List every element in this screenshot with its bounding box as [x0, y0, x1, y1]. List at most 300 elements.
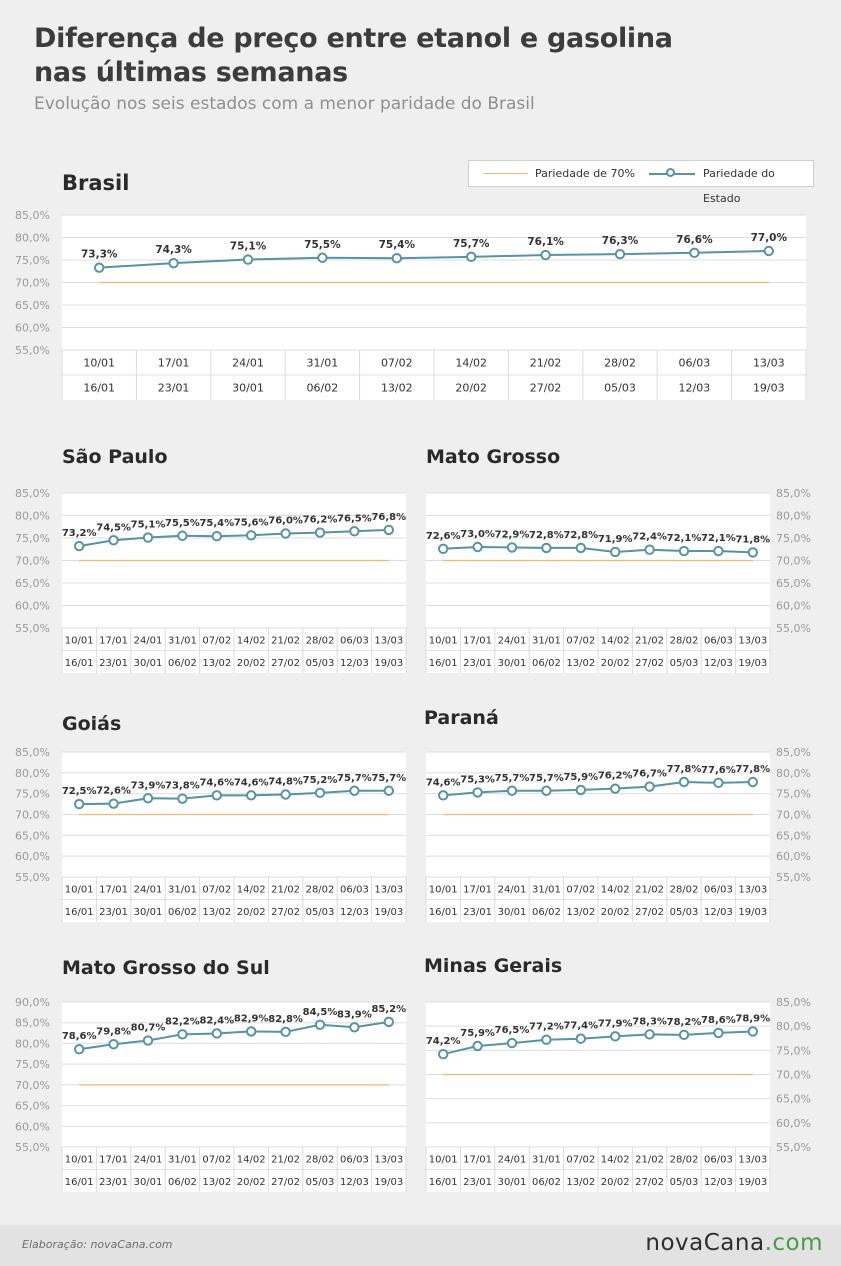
- y-tick-label: 65,0%: [15, 829, 50, 843]
- footer-credit: Elaboração: novaCana.com: [22, 1238, 173, 1251]
- x-tick-label: 13/02: [202, 906, 232, 918]
- data-label: 85,2%: [371, 1003, 407, 1015]
- chart-sao-paulo: [0, 430, 420, 680]
- chart-mato-grosso-do-sul: [0, 950, 420, 1200]
- data-label: 77,4%: [563, 1020, 599, 1032]
- x-tick-label: 27/02: [271, 657, 301, 669]
- data-point: [680, 547, 688, 555]
- data-point: [95, 263, 103, 271]
- x-tick-label: 16/01: [64, 906, 94, 918]
- x-tick-label: 14/02: [236, 1154, 266, 1166]
- data-label: 83,9%: [337, 1009, 372, 1021]
- x-tick-label: 21/02: [635, 884, 665, 896]
- x-tick-label: 30/01: [497, 1176, 527, 1188]
- x-tick-label: 27/02: [271, 1176, 301, 1188]
- x-tick-label: 19/03: [374, 906, 404, 918]
- data-point: [75, 542, 83, 550]
- data-label: 72,5%: [61, 786, 97, 798]
- x-tick-label: 17/01: [157, 356, 190, 370]
- x-tick-label: 14/02: [600, 884, 630, 896]
- data-label: 75,2%: [302, 774, 338, 786]
- y-tick-label: 80,0%: [776, 509, 811, 523]
- data-point: [350, 787, 358, 795]
- y-tick-label: 75,0%: [776, 1044, 811, 1058]
- data-point: [749, 1027, 757, 1035]
- data-label: 72,1%: [666, 533, 702, 545]
- x-tick-label: 24/01: [133, 1154, 163, 1166]
- data-point: [611, 784, 619, 792]
- y-tick-label: 80,0%: [776, 766, 811, 780]
- x-tick-label: 16/01: [428, 1176, 458, 1188]
- title-line-1: Diferença de preço entre etanol e gasolina: [34, 23, 673, 54]
- data-point: [439, 1050, 447, 1058]
- data-label: 77,6%: [701, 764, 736, 776]
- x-tick-label: 31/01: [167, 1154, 197, 1166]
- y-tick-label: 60,0%: [776, 599, 811, 613]
- x-tick-label: 20/02: [236, 657, 266, 669]
- data-point: [508, 543, 516, 551]
- x-tick-label: 10/01: [428, 635, 458, 647]
- y-tick-label: 70,0%: [15, 808, 50, 822]
- x-tick-label: 12/03: [703, 657, 733, 669]
- y-tick-label: 85,0%: [15, 487, 50, 500]
- data-label: 77,2%: [529, 1021, 564, 1033]
- x-tick-label: 28/02: [669, 884, 699, 896]
- data-label: 76,0%: [268, 515, 303, 527]
- data-point: [244, 255, 252, 263]
- data-point: [473, 543, 481, 551]
- data-point: [645, 546, 653, 554]
- x-tick-label: 13/03: [752, 356, 785, 370]
- data-point: [577, 544, 585, 552]
- x-tick-label: 21/02: [635, 1154, 665, 1166]
- y-tick-label: 55,0%: [15, 871, 50, 884]
- data-point: [690, 249, 698, 257]
- x-tick-label: 06/02: [167, 1176, 197, 1188]
- data-point: [714, 547, 722, 555]
- y-tick-label: 60,0%: [15, 599, 50, 613]
- x-tick-label: 31/01: [167, 635, 197, 647]
- y-tick-label: 70,0%: [15, 554, 50, 568]
- x-tick-label: 28/02: [305, 884, 335, 896]
- x-tick-label: 14/02: [236, 884, 266, 896]
- data-point: [542, 544, 550, 552]
- x-tick-label: 07/02: [566, 1154, 596, 1166]
- x-tick-label: 12/03: [678, 381, 711, 395]
- data-point: [316, 1021, 324, 1029]
- data-label: 82,8%: [268, 1013, 303, 1025]
- x-tick-label: 21/02: [529, 356, 562, 370]
- x-tick-label: 27/02: [271, 906, 301, 918]
- y-tick-label: 55,0%: [776, 622, 811, 635]
- data-point: [144, 1036, 152, 1044]
- x-tick-label: 28/02: [669, 635, 699, 647]
- data-point: [645, 782, 653, 790]
- x-tick-label: 17/01: [463, 1154, 493, 1166]
- x-tick-label: 31/01: [306, 356, 339, 370]
- data-label: 72,6%: [425, 530, 461, 542]
- data-label: 75,7%: [371, 772, 407, 784]
- x-tick-label: 24/01: [497, 1154, 527, 1166]
- y-tick-label: 70,0%: [15, 1078, 50, 1092]
- x-tick-label: 07/02: [202, 635, 232, 647]
- data-point: [542, 787, 550, 795]
- x-tick-label: 07/02: [566, 635, 596, 647]
- data-label: 75,7%: [452, 237, 490, 250]
- data-point: [542, 1036, 550, 1044]
- x-tick-label: 17/01: [99, 884, 129, 896]
- y-tick-label: 80,0%: [776, 1020, 811, 1034]
- data-label: 73,0%: [460, 529, 495, 540]
- x-tick-label: 28/02: [604, 356, 636, 370]
- y-tick-label: 70,0%: [776, 554, 811, 568]
- logo-text: novaCana: [645, 1230, 765, 1256]
- data-label: 75,7%: [529, 772, 564, 784]
- data-point: [473, 788, 481, 796]
- x-tick-label: 30/01: [232, 381, 264, 395]
- x-tick-label: 16/01: [64, 657, 94, 669]
- x-tick-label: 13/03: [374, 884, 404, 896]
- data-label: 78,6%: [701, 1014, 736, 1026]
- data-label: 75,5%: [165, 517, 200, 529]
- data-label: 76,5%: [337, 513, 372, 525]
- chart-title: Brasil: [62, 171, 130, 195]
- x-tick-label: 05/03: [604, 381, 636, 395]
- data-label: 77,9%: [597, 1018, 633, 1030]
- data-point: [577, 1035, 585, 1043]
- chart-title: Goiás: [62, 713, 122, 735]
- data-label: 77,8%: [666, 764, 702, 775]
- x-tick-label: 07/02: [380, 356, 413, 370]
- y-tick-label: 80,0%: [15, 231, 50, 245]
- x-tick-label: 10/01: [64, 1154, 94, 1166]
- y-tick-label: 85,0%: [15, 209, 50, 222]
- y-tick-label: 80,0%: [15, 1037, 50, 1051]
- data-label: 73,2%: [61, 528, 97, 540]
- chart-title: Minas Gerais: [424, 955, 563, 977]
- x-tick-label: 07/02: [566, 884, 596, 896]
- x-tick-label: 23/01: [99, 1176, 129, 1188]
- y-tick-label: 90,0%: [15, 996, 50, 1009]
- x-tick-label: 12/03: [339, 657, 369, 669]
- data-point: [714, 779, 722, 787]
- data-label: 76,7%: [632, 768, 667, 780]
- x-tick-label: 20/02: [236, 906, 266, 918]
- x-tick-label: 10/01: [64, 635, 94, 647]
- y-tick-label: 85,0%: [776, 487, 811, 500]
- data-label: 75,4%: [378, 239, 416, 252]
- data-point: [144, 533, 152, 541]
- brand-logo: [645, 1230, 823, 1256]
- data-label: 73,8%: [165, 780, 200, 792]
- y-tick-label: 85,0%: [15, 746, 50, 759]
- y-tick-label: 65,0%: [776, 829, 811, 843]
- data-point: [281, 790, 289, 798]
- x-tick-label: 21/02: [271, 635, 301, 647]
- data-point: [508, 787, 516, 795]
- y-tick-label: 75,0%: [776, 787, 811, 801]
- data-label: 76,3%: [601, 235, 639, 248]
- data-label: 72,4%: [632, 531, 667, 543]
- data-point: [178, 794, 186, 802]
- y-tick-label: 75,0%: [15, 532, 50, 545]
- x-tick-label: 31/01: [531, 884, 561, 896]
- x-tick-label: 13/03: [738, 884, 768, 896]
- data-label: 79,8%: [96, 1026, 131, 1038]
- x-tick-label: 06/03: [703, 635, 733, 647]
- x-tick-label: 06/02: [306, 381, 339, 395]
- y-tick-label: 55,0%: [776, 871, 811, 884]
- data-point: [316, 528, 324, 536]
- chart-mato-grosso: [420, 430, 841, 680]
- x-tick-label: 23/01: [99, 906, 129, 918]
- x-tick-label: 10/01: [83, 356, 116, 370]
- x-tick-label: 19/03: [738, 1176, 768, 1188]
- y-tick-label: 65,0%: [15, 299, 50, 312]
- x-tick-label: 24/01: [232, 356, 264, 370]
- x-tick-label: 27/02: [635, 1176, 665, 1188]
- y-tick-label: 85,0%: [776, 996, 811, 1009]
- data-label: 80,7%: [130, 1022, 166, 1034]
- x-tick-label: 10/01: [64, 884, 94, 896]
- data-point: [393, 254, 401, 262]
- data-point: [541, 251, 549, 259]
- data-point: [350, 527, 358, 535]
- chart-minas-gerais: [420, 950, 841, 1200]
- data-point: [109, 1040, 117, 1048]
- x-tick-label: 13/02: [566, 906, 596, 918]
- data-label: 72,8%: [529, 529, 564, 541]
- data-label: 74,2%: [425, 1036, 461, 1048]
- data-point: [680, 1031, 688, 1039]
- x-tick-label: 20/02: [236, 1176, 266, 1188]
- x-tick-label: 05/03: [305, 906, 335, 918]
- x-tick-label: 24/01: [133, 635, 163, 647]
- data-point: [281, 529, 289, 537]
- x-tick-label: 23/01: [463, 1176, 493, 1188]
- data-point: [473, 1042, 481, 1050]
- data-point: [350, 1023, 358, 1031]
- x-tick-label: 06/02: [167, 906, 197, 918]
- x-tick-label: 16/01: [428, 906, 458, 918]
- chart-title: Mato Grosso: [426, 446, 561, 468]
- data-point: [714, 1029, 722, 1037]
- data-point: [611, 548, 619, 556]
- data-label: 74,6%: [199, 777, 235, 789]
- x-tick-label: 13/02: [380, 381, 413, 395]
- data-point: [385, 787, 393, 795]
- x-tick-label: 21/02: [271, 884, 301, 896]
- y-tick-label: 60,0%: [776, 1116, 811, 1130]
- x-tick-label: 20/02: [455, 381, 488, 395]
- x-tick-label: 14/02: [600, 1154, 630, 1166]
- x-tick-label: 05/03: [669, 657, 699, 669]
- data-point: [109, 536, 117, 544]
- x-tick-label: 19/03: [752, 381, 785, 395]
- data-point: [680, 778, 688, 786]
- x-tick-label: 16/01: [64, 1176, 94, 1188]
- y-tick-label: 55,0%: [15, 1141, 50, 1154]
- x-tick-label: 06/02: [531, 906, 561, 918]
- x-tick-label: 05/03: [669, 1176, 699, 1188]
- x-tick-label: 07/02: [202, 1154, 232, 1166]
- data-label: 78,3%: [632, 1016, 667, 1028]
- x-tick-label: 24/01: [497, 884, 527, 896]
- x-tick-label: 30/01: [497, 906, 527, 918]
- x-tick-label: 06/02: [531, 657, 561, 669]
- y-tick-label: 60,0%: [15, 1120, 50, 1134]
- y-tick-label: 75,0%: [15, 254, 50, 267]
- data-label: 75,9%: [460, 1027, 495, 1039]
- chart-brasil: [0, 150, 841, 400]
- data-label: 75,6%: [233, 517, 269, 529]
- y-tick-label: 60,0%: [15, 850, 50, 864]
- data-point: [213, 791, 221, 799]
- y-tick-label: 85,0%: [15, 1016, 50, 1030]
- x-tick-label: 17/01: [463, 884, 493, 896]
- x-tick-label: 20/02: [600, 657, 630, 669]
- x-tick-label: 23/01: [157, 381, 190, 395]
- x-tick-label: 13/02: [202, 1176, 232, 1188]
- y-tick-label: 60,0%: [15, 321, 50, 335]
- chart-title: São Paulo: [62, 446, 168, 468]
- data-label: 75,3%: [460, 774, 495, 786]
- x-tick-label: 28/02: [305, 1154, 335, 1166]
- x-tick-label: 28/02: [669, 1154, 699, 1166]
- data-label: 74,8%: [268, 776, 303, 788]
- chart-goias: [0, 700, 420, 930]
- data-label: 75,7%: [337, 772, 372, 784]
- y-tick-label: 65,0%: [776, 577, 811, 590]
- data-label: 76,8%: [371, 511, 407, 523]
- data-label: 76,5%: [494, 1025, 530, 1037]
- data-point: [616, 250, 624, 258]
- page-subtitle: Evolução nos seis estados com a menor paridade do Brasil: [34, 94, 535, 114]
- data-label: 84,5%: [302, 1006, 338, 1018]
- data-label: 72,9%: [494, 529, 530, 541]
- legend-ref-label: Pariedade de 70%: [535, 167, 635, 180]
- y-tick-label: 55,0%: [15, 622, 50, 635]
- data-label: 77,8%: [735, 764, 771, 775]
- page-title: [34, 22, 673, 90]
- data-point: [749, 548, 757, 556]
- x-tick-label: 12/03: [703, 1176, 733, 1188]
- y-tick-label: 70,0%: [776, 808, 811, 822]
- x-tick-label: 05/03: [305, 1176, 335, 1188]
- y-tick-label: 55,0%: [15, 344, 50, 357]
- footer: [0, 1225, 841, 1266]
- x-tick-label: 23/01: [463, 657, 493, 669]
- x-tick-label: 31/01: [531, 635, 561, 647]
- data-point: [213, 532, 221, 540]
- data-point: [169, 259, 177, 267]
- x-tick-label: 16/01: [83, 381, 116, 395]
- x-tick-label: 30/01: [133, 657, 163, 669]
- data-point: [467, 253, 475, 261]
- data-point: [144, 794, 152, 802]
- x-tick-label: 13/03: [374, 635, 404, 647]
- data-point: [385, 526, 393, 534]
- x-tick-label: 12/03: [703, 906, 733, 918]
- title-line-2: nas últimas semanas: [34, 57, 348, 88]
- data-point: [213, 1029, 221, 1037]
- x-tick-label: 13/03: [738, 1154, 768, 1166]
- x-tick-label: 13/03: [738, 635, 768, 647]
- data-label: 75,5%: [304, 238, 341, 251]
- data-point: [178, 532, 186, 540]
- x-tick-label: 06/03: [339, 884, 369, 896]
- x-tick-label: 17/01: [99, 1154, 129, 1166]
- data-point: [508, 1039, 516, 1047]
- x-tick-label: 06/03: [339, 635, 369, 647]
- data-label: 73,3%: [80, 248, 118, 261]
- x-tick-label: 21/02: [271, 1154, 301, 1166]
- data-label: 76,2%: [597, 770, 633, 782]
- x-tick-label: 23/01: [99, 657, 129, 669]
- x-tick-label: 27/02: [635, 657, 665, 669]
- logo-suffix: .com: [764, 1230, 823, 1256]
- x-tick-label: 20/02: [600, 906, 630, 918]
- x-tick-label: 06/02: [531, 1176, 561, 1188]
- y-tick-label: 60,0%: [776, 850, 811, 864]
- data-label: 75,1%: [229, 240, 267, 253]
- y-tick-label: 80,0%: [15, 766, 50, 780]
- data-label: 78,6%: [61, 1031, 97, 1043]
- data-point: [178, 1030, 186, 1038]
- data-label: 71,8%: [735, 534, 771, 546]
- data-label: 71,9%: [597, 533, 633, 545]
- y-tick-label: 65,0%: [15, 1099, 50, 1113]
- y-tick-label: 70,0%: [15, 276, 50, 290]
- y-tick-label: 70,0%: [776, 1068, 811, 1082]
- chart-title: Paraná: [424, 707, 499, 729]
- x-tick-label: 19/03: [738, 657, 768, 669]
- data-label: 74,6%: [233, 777, 269, 789]
- x-tick-label: 13/03: [374, 1154, 404, 1166]
- x-tick-label: 30/01: [497, 657, 527, 669]
- legend-state-label: Pariedade do Estado: [703, 167, 775, 205]
- x-tick-label: 31/01: [531, 1154, 561, 1166]
- data-label: 75,4%: [199, 518, 235, 530]
- x-tick-label: 06/02: [167, 657, 197, 669]
- x-tick-label: 21/02: [635, 635, 665, 647]
- x-tick-label: 05/03: [669, 906, 699, 918]
- y-tick-label: 55,0%: [776, 1141, 811, 1154]
- y-tick-label: 65,0%: [776, 1092, 811, 1106]
- data-point: [645, 1030, 653, 1038]
- x-tick-label: 19/03: [374, 1176, 404, 1188]
- data-label: 82,4%: [199, 1015, 235, 1027]
- x-tick-label: 16/01: [428, 657, 458, 669]
- data-point: [577, 786, 585, 794]
- data-point: [316, 789, 324, 797]
- x-tick-label: 10/01: [428, 1154, 458, 1166]
- data-point: [247, 531, 255, 539]
- x-tick-label: 05/03: [305, 657, 335, 669]
- x-tick-label: 06/03: [678, 356, 711, 370]
- data-point: [385, 1018, 393, 1026]
- x-tick-label: 06/03: [339, 1154, 369, 1166]
- x-tick-label: 19/03: [374, 657, 404, 669]
- x-tick-label: 27/02: [635, 906, 665, 918]
- x-tick-label: 31/01: [167, 884, 197, 896]
- data-label: 72,1%: [701, 533, 736, 545]
- data-label: 77,0%: [750, 232, 788, 244]
- chart-title: Mato Grosso do Sul: [62, 957, 270, 979]
- data-label: 82,2%: [165, 1016, 200, 1028]
- data-label: 72,6%: [96, 785, 131, 797]
- data-label: 75,7%: [494, 772, 530, 784]
